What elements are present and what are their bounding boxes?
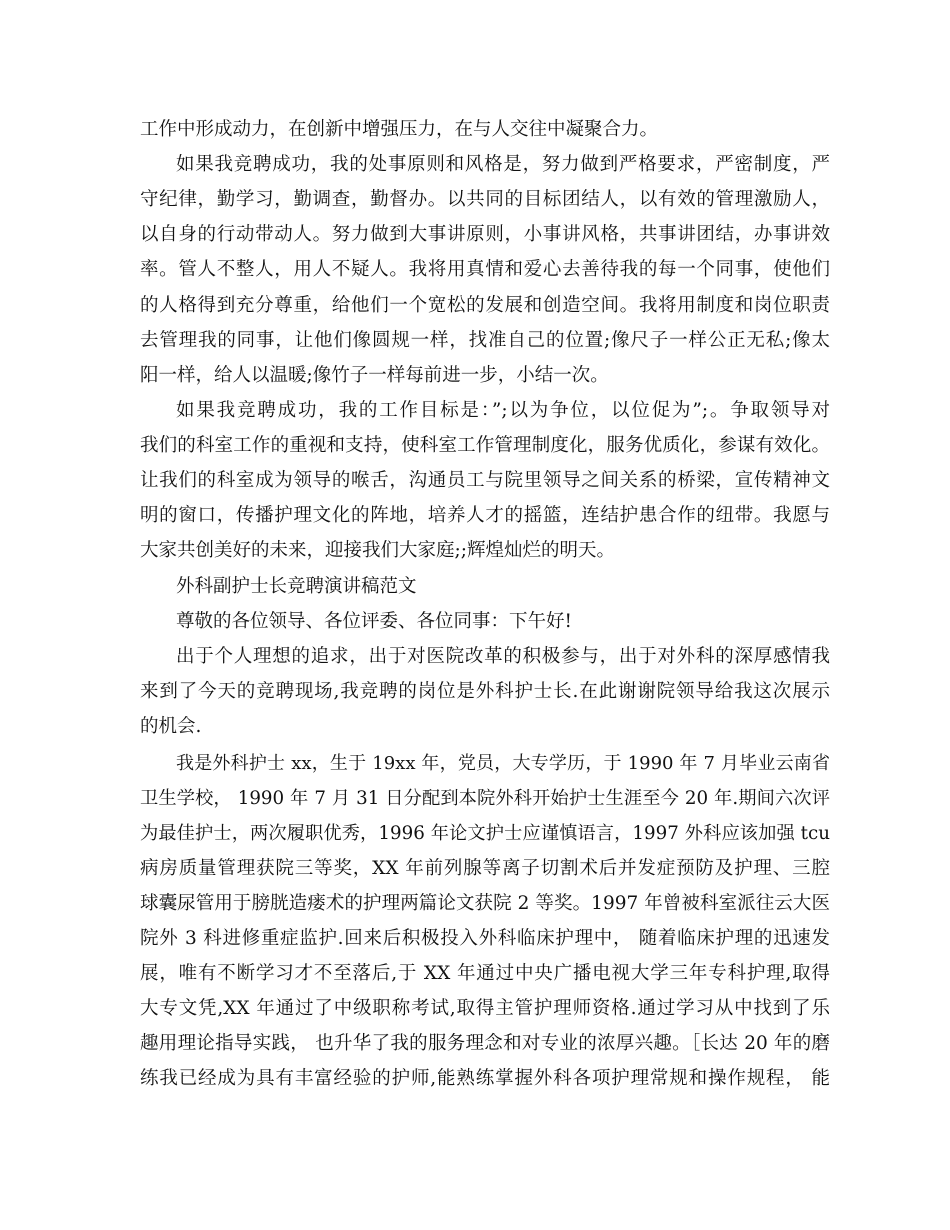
text-line: 让我们的科室成为领导的喉舌，沟通员工与院里领导之间关系的桥梁，宣传精神文 [140,470,830,491]
text-line: 守纪律，勤学习，勤调查，勤督办。以共同的目标团结人，以有效的管理激励人， [140,189,830,210]
text-line: 卫生学校， 1990 年 7 月 31 日分配到本院外科开始护士生涯至今 20 年.期间六次评 [140,788,830,809]
text-line: 的机会. [140,716,202,737]
text-line: 我们的科室工作的重视和支持，使科室工作管理制度化，服务优质化，参谋有效化。 [140,435,830,456]
text-line: 趣用理论指导实践， 也升华了我的服务理念和对专业的浓厚兴趣。［长达 20 年的磨 [140,1033,830,1054]
text-line: 如果我竞聘成功，我的处事原则和风格是，努力做到严格要求，严密制度，严 [176,154,830,175]
text-line: 以自身的行动带动人。努力做到大事讲原则，小事讲风格，共事讲团结，办事讲效 [140,224,830,245]
text-line: 展，唯有不断学习才不至落后,于 XX 年通过中央广播电视大学三年专科护理,取得 [140,963,830,984]
text-line: 练我已经成为具有丰富经验的护师,能熟练掌握外科各项护理常规和操作规程， 能 [140,1068,830,1089]
text-line: 率。管人不整人，用人不疑人。我将用真情和爱心去善待我的每一个同事，使他们 [140,259,830,280]
text-line: 的人格得到充分尊重，给他们一个宽松的发展和创造空间。我将用制度和岗位职责 [140,295,830,316]
section-heading: 外科副护士长竞聘演讲稿范文 [176,576,417,597]
text-line: 出于个人理想的追求，出于对医院改革的积极参与，出于对外科的深厚感情我 [176,646,830,667]
greeting-line: 尊敬的各位领导、各位评委、各位同事：下午好! [176,611,572,632]
text-line: 明的窗口，传播护理文化的阵地，培养人才的摇篮，连结护患合作的纽带。我愿与 [140,505,830,526]
text-line: 大专文凭,XX 年通过了中级职称考试,取得主管护理师资格.通过学习从中找到了乐 [140,998,830,1019]
text-line: 大家共创美好的未来，迎接我们大家庭;;辉煌灿烂的明天。 [140,540,615,561]
text-line: 去管理我的同事，让他们像圆规一样，找准自己的位置;像尺子一样公正无私;像太 [140,330,830,351]
text-line: 病房质量管理获院三等奖，XX 年前列腺等离子切割术后并发症预防及护理、三腔 [140,858,830,879]
text-line: 我是外科护士 xx，生于 19xx 年，党员，大专学历，于 1990 年 7 月毕业云南省 [176,753,830,774]
text-line: 如果我竞聘成功，我的工作目标是：”;以为争位，以位促为”;。争取领导对 [176,400,830,421]
text-line: 阳一样，给人以温暖;像竹子一样每前进一步，小结一次。 [140,365,609,386]
text-line: 工作中形成动力，在创新中增强压力，在与人交往中凝聚合力。 [140,119,659,140]
text-line: 来到了今天的竞聘现场,我竞聘的岗位是外科护士长.在此谢谢院领导给我这次展示 [140,681,830,702]
text-line: 院外 3 科进修重症监护.回来后积极投入外科临床护理中， 随着临床护理的迅速发 [140,928,830,949]
text-line: 球囊尿管用于膀胱造瘘术的护理两篇论文获院 2 等奖。1997 年曾被科室派往云大医 [140,893,830,914]
text-line: 为最佳护士，两次履职优秀，1996 年论文护士应谨慎语言，1997 外科应该加强 tcu [140,823,830,844]
